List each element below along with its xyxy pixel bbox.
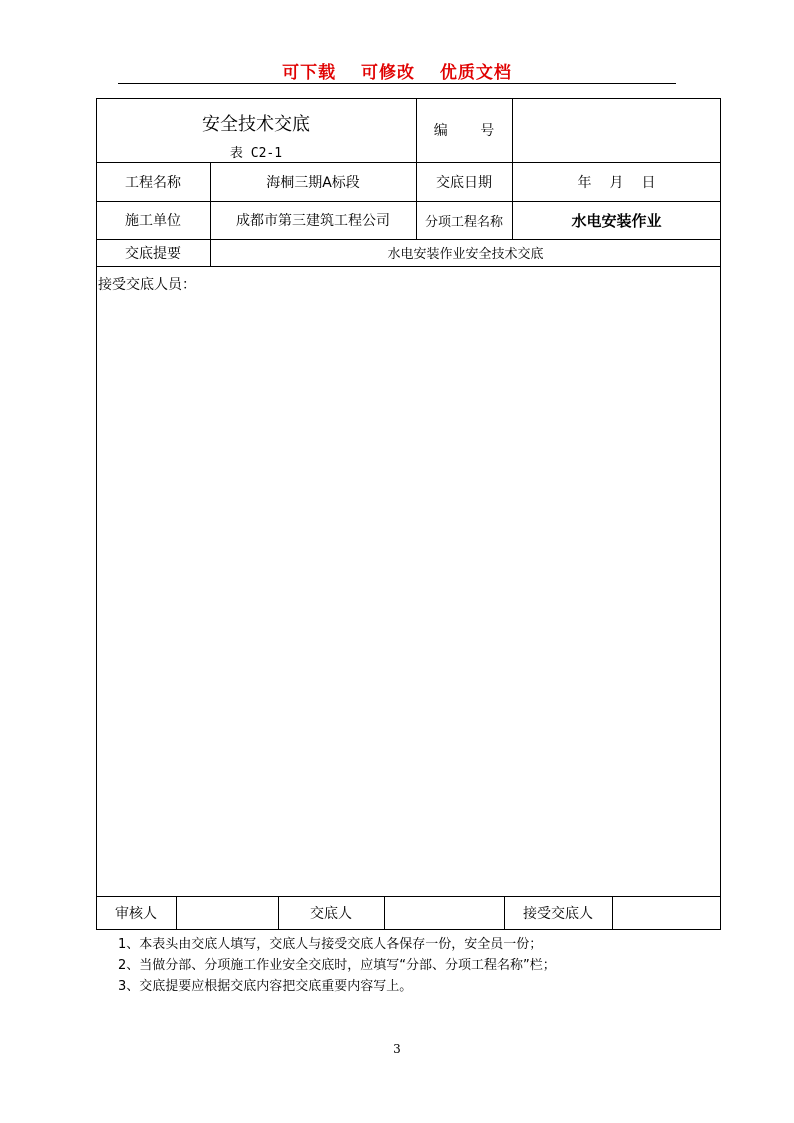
date-field[interactable] [512, 162, 721, 201]
number-label [416, 98, 512, 162]
date-month: 月 [609, 174, 624, 191]
receiver-label: 接受交底人 [523, 906, 593, 922]
project-value[interactable]: 海桐三期A标段 [266, 174, 360, 191]
unit-label: 施工单位 [125, 213, 181, 229]
table-code: 表 C2-1 [229, 145, 283, 161]
note-3: 3、交底提要应根据交底内容把交底重要内容写上。 [118, 979, 413, 994]
note-2: 2、当做分部、分项施工作业安全交底时，应填写“分部、分项工程名称”栏； [118, 958, 556, 973]
project-label: 工程名称 [125, 174, 181, 191]
page-number: 3 [393, 1042, 401, 1056]
receiver-field[interactable] [612, 896, 721, 930]
subproject-label: 分项工程名称 [424, 214, 503, 230]
reviewer-field[interactable] [176, 896, 278, 930]
number-field[interactable] [512, 98, 721, 162]
reviewer-label: 审核人 [115, 906, 157, 922]
header-banner [0, 58, 794, 83]
summary-value[interactable]: 水电安装作业安全技术交底 [387, 247, 544, 262]
banner-rule [118, 83, 676, 84]
discloser-label: 交底人 [310, 906, 352, 922]
note-1: 1、本表头由交底人填写，交底人与接受交底人各保存一份，安全员一份； [118, 937, 543, 952]
date-year: 年 [577, 174, 592, 191]
banner-quality-doc: 优质文档 [439, 63, 512, 83]
number-label-text: 编 号 [433, 123, 495, 139]
summary-label: 交底提要 [125, 245, 181, 262]
receivers-label: 接受交底人员： [98, 277, 196, 293]
banner-editable: 可修改 [361, 63, 415, 83]
receivers-area[interactable] [97, 296, 720, 895]
discloser-field[interactable] [384, 896, 504, 930]
unit-value[interactable]: 成都市第三建筑工程公司 [236, 213, 390, 229]
date-day: 日 [641, 174, 656, 191]
row-divider [96, 266, 721, 267]
banner-downloadable: 可下载 [282, 63, 337, 83]
subproject-value[interactable]: 水电安装作业 [571, 211, 662, 230]
date-label: 交底日期 [436, 174, 492, 191]
form-title: 安全技术交底 [202, 114, 310, 135]
